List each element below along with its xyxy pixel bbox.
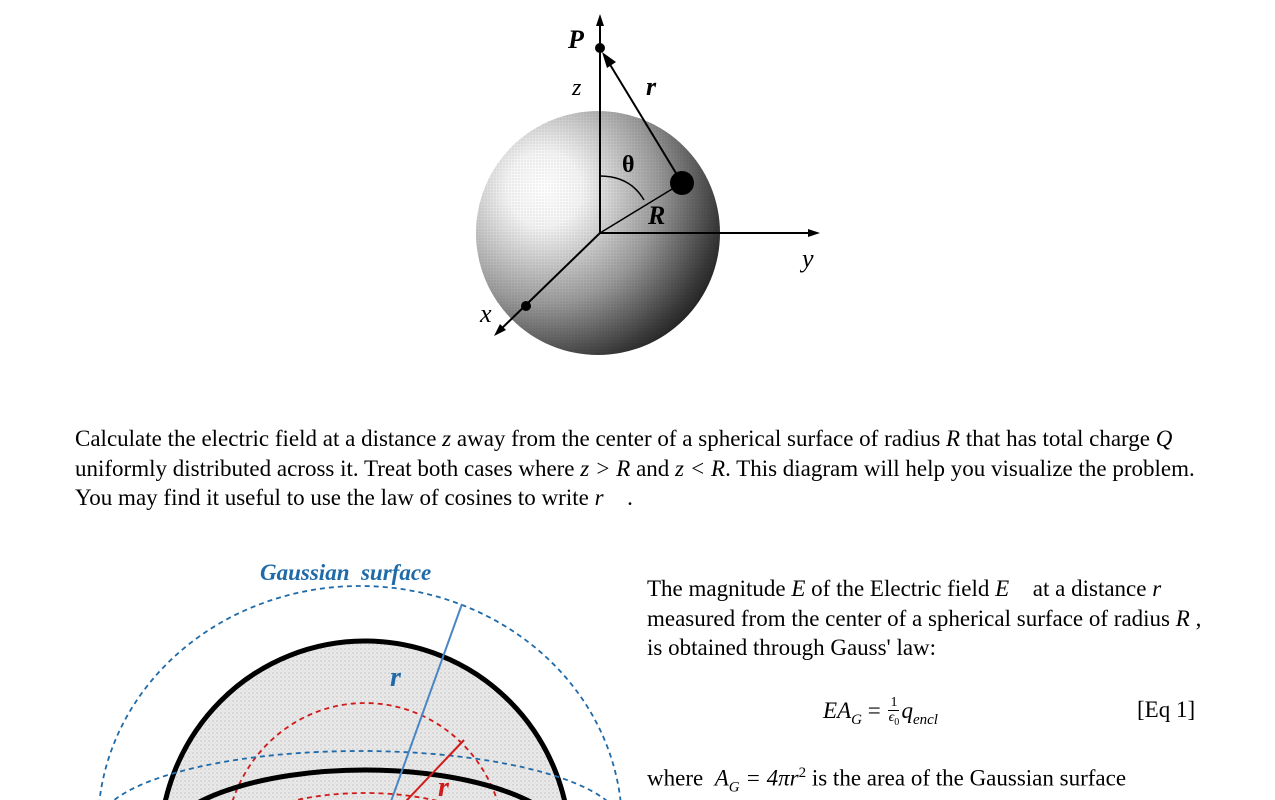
gauss-law-equation: $EA_G$ = $\frac{1}{\epsilon_0}$ $q_{encl}$ xyxy=(823,695,938,728)
label-big-r: R xyxy=(648,201,666,230)
label-z: z xyxy=(572,75,582,101)
charged-shell xyxy=(160,641,570,800)
var-r-big: R xyxy=(946,426,961,451)
var-z: z xyxy=(442,426,452,451)
label-theta: θ xyxy=(622,152,635,178)
sphere-coordinate-diagram xyxy=(440,10,860,370)
var-r-vector: r⃗ xyxy=(594,485,622,510)
condition-inside: z < R xyxy=(675,455,726,481)
point-p xyxy=(595,43,605,53)
gaussian-surface-diagram xyxy=(60,548,650,800)
var-r-big-2: R xyxy=(1175,605,1190,631)
label-x: x xyxy=(480,299,492,328)
problem-statement: Calculate the electric field at a distance z away from the center of a spherical surface of radius R that has total charge Q uniformly distributed across it. Treat both cases where z > R and z < R. This diagram will help you visualize the problem. You may find it useful to use the law of cosines to write r⃗ . xyxy=(75,426,1195,510)
gaussian-surface-label: Gaussian surface xyxy=(260,560,432,585)
label-p: P xyxy=(568,25,584,54)
var-q: Q xyxy=(1155,426,1173,451)
gauss-law-explanation: The magnitude E of the Electric field E⃗ at a distance r measured from the center of a spherical surface of radius R , is obtained through Gauss' law: xyxy=(647,576,1202,660)
label-y: y xyxy=(802,244,814,273)
var-e: E xyxy=(791,576,806,601)
condition-outside: z > R xyxy=(580,455,631,481)
var-r: r xyxy=(1152,576,1162,601)
fraction: $\frac{1}{\epsilon_0}$ xyxy=(888,695,900,728)
outer-radius-label: r xyxy=(390,662,401,693)
label-r: r xyxy=(646,72,657,101)
inner-radius-label: r xyxy=(438,772,449,800)
equation-tag: [Eq 1] xyxy=(1137,697,1196,722)
var-e-vector: E⃗ xyxy=(995,576,1028,601)
area-definition: where $A_G = 4\pi r^2$ is the area of the Gaussian surface xyxy=(647,765,1127,796)
